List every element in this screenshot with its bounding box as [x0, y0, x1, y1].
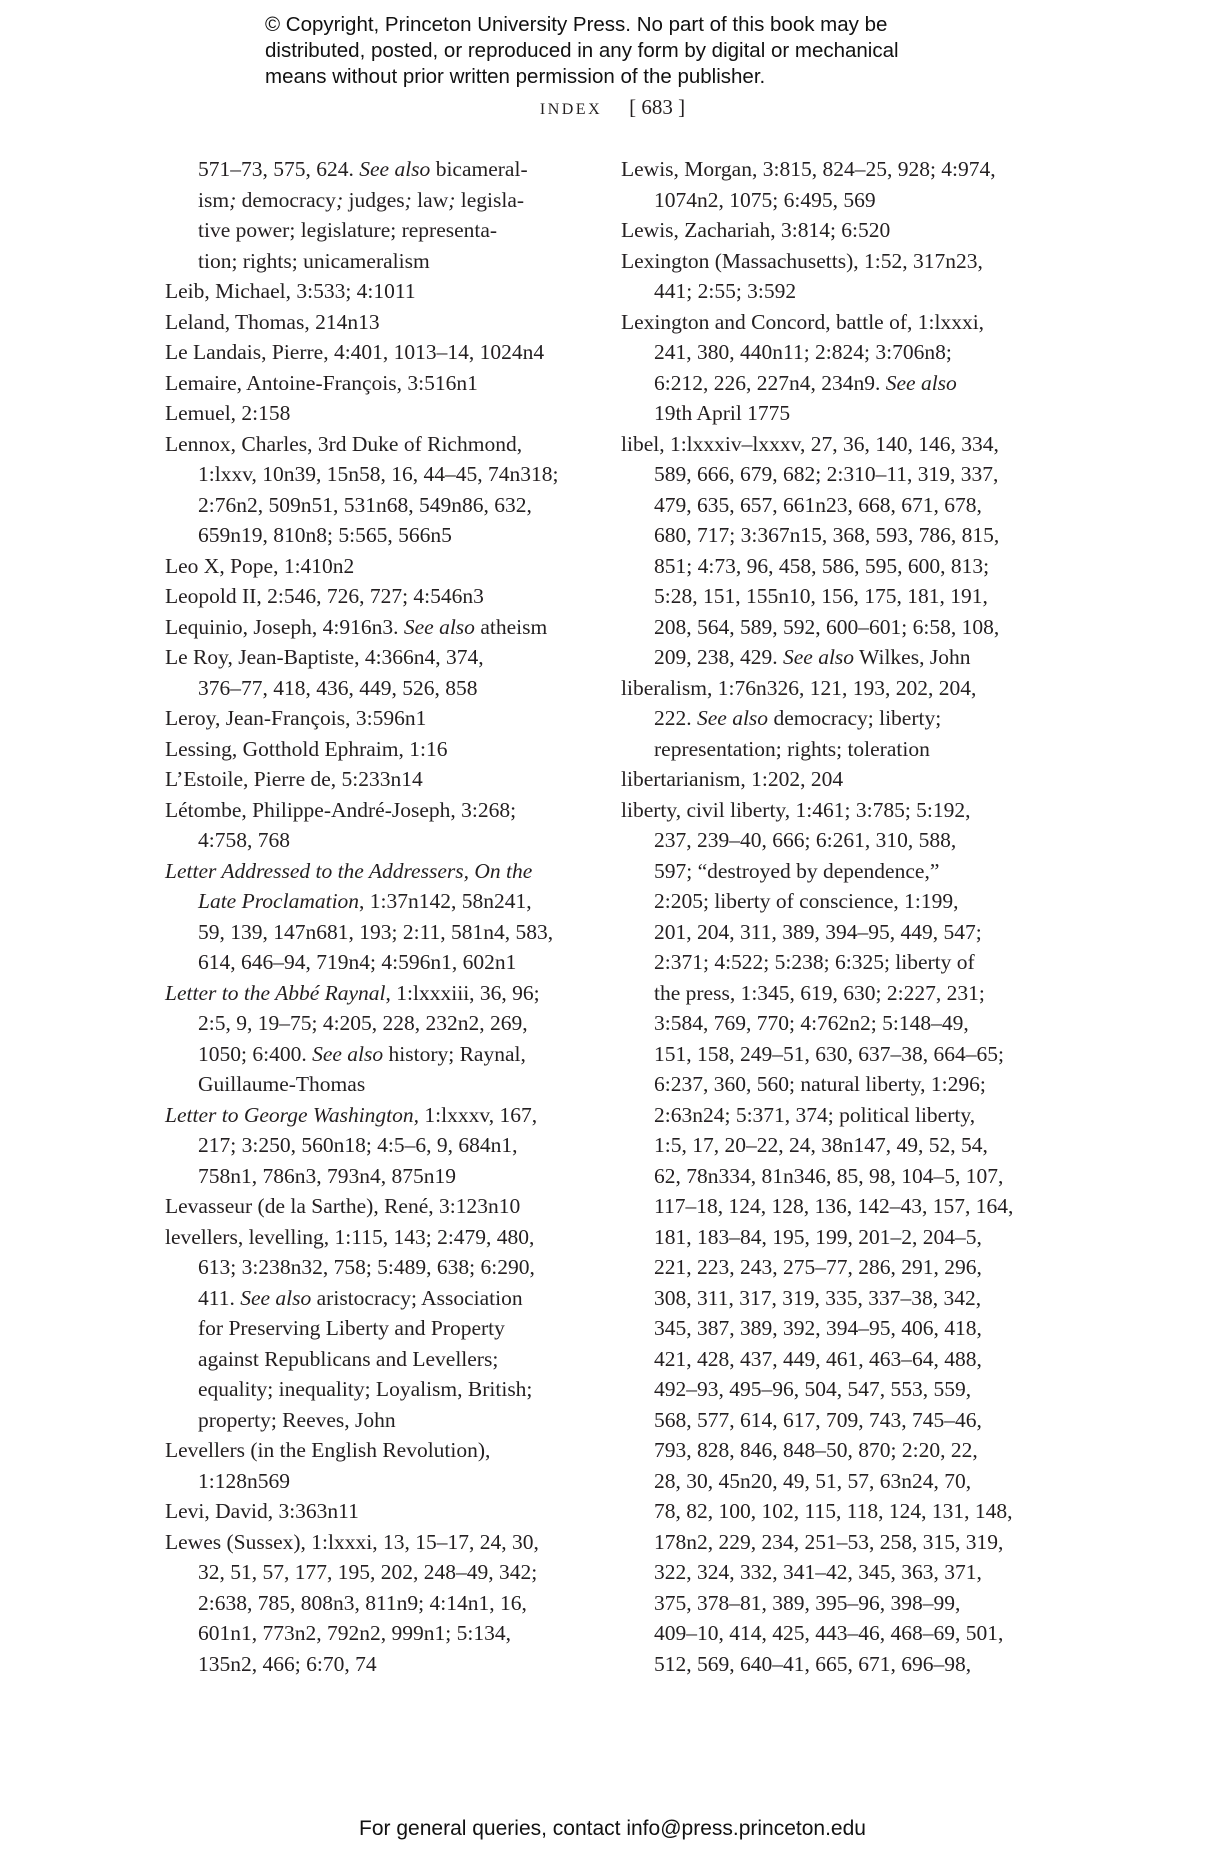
index-entry-line: 6:212, 226, 227n4, 234n9. See also: [654, 370, 957, 395]
index-entry: [165, 1496, 595, 1527]
index-entry-line: libel, 1:lxxxiv–lxxxv, 27, 36, 140, 146, 334,: [621, 431, 999, 456]
index-entry-line: 411. See also aristocracy; Association: [198, 1285, 523, 1310]
index-entry: [165, 795, 595, 856]
index-entry-line: 793, 828, 846, 848–50, 870; 2:20, 22,: [654, 1438, 978, 1462]
index-entry-line: 2:638, 785, 808n3, 811n9; 4:14n1, 16,: [198, 1590, 527, 1615]
index-entry-line: 376–77, 418, 436, 449, 526, 858: [198, 675, 478, 700]
index-entry-line: 208, 564, 589, 592, 600–601; 6:58, 108,: [654, 614, 1000, 639]
index-entry-line: Lexington (Massachusetts), 1:52, 317n23,: [621, 248, 983, 273]
index-entry: [165, 1222, 595, 1436]
index-entry-line: Letter to the Abbé Raynal, 1:lxxxiii, 36, 96;: [165, 980, 540, 1005]
index-entry: [621, 795, 1061, 1680]
index-entry: [165, 642, 595, 703]
index-entry: [165, 978, 595, 1100]
index-entry-line: Lequinio, Joseph, 4:916n3. See also atheism: [165, 614, 548, 639]
copyright-line: means without prior written permission of the publisher.: [265, 65, 766, 88]
index-entry-line: 1:5, 17, 20–22, 24, 38n147, 49, 52, 54,: [654, 1133, 988, 1157]
index-entry-line: Le Roy, Jean-Baptiste, 4:366n4, 374,: [165, 645, 484, 669]
index-entry-line: 135n2, 466; 6:70, 74: [198, 1651, 377, 1676]
index-entry-line: 151, 158, 249–51, 630, 637–38, 664–65;: [654, 1041, 1004, 1066]
index-entry-line: 2:5, 9, 19–75; 4:205, 228, 232n2, 269,: [198, 1011, 528, 1035]
index-entry-line: 78, 82, 100, 102, 115, 118, 124, 131, 148,: [654, 1499, 1013, 1523]
index-entry: [621, 673, 1061, 765]
index-entry-line: Letter Addressed to the Addressers, On the: [165, 858, 533, 883]
index-entry-line: 241, 380, 440n11; 2:824; 3:706n8;: [654, 340, 952, 364]
index-entry-line: 345, 387, 389, 392, 394–95, 406, 418,: [654, 1316, 982, 1340]
index-entry-line: 421, 428, 437, 449, 461, 463–64, 488,: [654, 1346, 982, 1371]
index-entry-line: 209, 238, 429. See also Wilkes, John: [654, 645, 971, 669]
index-entry-line: Guillaume-Thomas: [198, 1072, 366, 1096]
index-entry-line: 222. See also democracy; liberty;: [654, 706, 942, 730]
index-entry-line: 201, 204, 311, 389, 394–95, 449, 547;: [654, 919, 982, 944]
footer-contact: For general queries, contact info@press.princeton.edu: [359, 1817, 866, 1840]
index-entry: [165, 276, 595, 307]
index-entry: [165, 398, 595, 429]
running-head-title: INDEX: [539, 101, 603, 118]
index-entry: [165, 307, 595, 338]
index-entry-line: 680, 717; 3:367n15, 368, 593, 786, 815,: [654, 523, 1000, 547]
index-entry-line: tion; rights; unicameralism: [198, 248, 430, 273]
index-entry: [165, 154, 595, 276]
index-entry-line: 601n1, 773n2, 792n2, 999n1; 5:134,: [198, 1621, 511, 1645]
index-entry: [165, 429, 595, 551]
index-entry: [165, 856, 595, 978]
index-entry-line: 409–10, 414, 425, 443–46, 468–69, 501,: [654, 1621, 1004, 1645]
running-head: [0, 94, 1225, 123]
index-entry-line: 2:76n2, 509n51, 531n68, 549n86, 632,: [198, 492, 532, 517]
index-entry-line: Lennox, Charles, 3rd Duke of Richmond,: [165, 431, 523, 456]
index-entry-line: 589, 666, 679, 682; 2:310–11, 319, 337,: [654, 462, 999, 486]
index-entry-line: 492–93, 495–96, 504, 547, 553, 559,: [654, 1377, 972, 1401]
index-entry-line: Lewis, Zachariah, 3:814; 6:520: [621, 218, 891, 242]
index-entry-line: 614, 646–94, 719n4; 4:596n1, 602n1: [198, 950, 517, 974]
index-entry-line: 479, 635, 657, 661n23, 668, 671, 678,: [654, 492, 982, 517]
index-entry-line: against Republicans and Levellers;: [198, 1346, 499, 1371]
index-entry: [165, 1435, 595, 1496]
index-entry-line: Le Landais, Pierre, 4:401, 1013–14, 1024n4: [165, 340, 545, 364]
index-entry-line: Lemuel, 2:158: [165, 401, 291, 425]
copyright-line: distributed, posted, or reproduced in any form by digital or mechanical: [265, 39, 899, 62]
index-entry-line: 3:584, 769, 770; 4:762n2; 5:148–49,: [654, 1011, 969, 1035]
index-column-right: [621, 154, 1061, 1679]
index-entry: [621, 429, 1061, 673]
index-entry-line: 758n1, 786n3, 793n4, 875n19: [198, 1163, 456, 1188]
index-entry-line: Letter to George Washington, 1:lxxxv, 167,: [165, 1102, 538, 1127]
index-entry-line: Leland, Thomas, 214n13: [165, 309, 380, 334]
index-entry: [165, 764, 595, 795]
index-entry: [165, 734, 595, 765]
index-entry-line: equality; inequality; Loyalism, British;: [198, 1377, 533, 1401]
index-entry-line: 4:758, 768: [198, 828, 290, 852]
index-entry-line: 1074n2, 1075; 6:495, 569: [654, 187, 876, 212]
index-entry: [165, 703, 595, 734]
index-entry-line: tive power; legislature; representa-: [198, 218, 498, 242]
index-entry-line: Lessing, Gotthold Ephraim, 1:16: [165, 736, 448, 761]
index-entry-line: 181, 183–84, 195, 199, 201–2, 204–5,: [654, 1224, 982, 1249]
index-entry-line: 851; 4:73, 96, 458, 586, 595, 600, 813;: [654, 553, 990, 578]
index-entry: [165, 337, 595, 368]
index-entry-line: liberalism, 1:76n326, 121, 193, 202, 204,: [621, 675, 977, 700]
index-entry-line: libertarianism, 1:202, 204: [621, 767, 844, 791]
index-entry-line: 217; 3:250, 560n18; 4:5–6, 9, 684n1,: [198, 1133, 518, 1157]
index-entry-line: liberty, civil liberty, 1:461; 3:785; 5:192,: [621, 797, 971, 822]
page-number: [ 683 ]: [629, 95, 686, 119]
index-entry-line: Levi, David, 3:363n11: [165, 1499, 359, 1523]
index-entry-line: Leopold II, 2:546, 726, 727; 4:546n3: [165, 584, 484, 608]
index-entry-line: representation; rights; toleration: [654, 736, 930, 761]
index-entry-line: ism; democracy; judges; law; legisla-: [198, 187, 525, 212]
index-entry: [621, 215, 1061, 246]
index-entry-line: 568, 577, 614, 617, 709, 743, 745–46,: [654, 1407, 982, 1432]
index-entry-line: 375, 378–81, 389, 395–96, 398–99,: [654, 1590, 961, 1615]
index-entry-line: Leo X, Pope, 1:410n2: [165, 553, 355, 578]
index-entry: [621, 246, 1061, 307]
index-column-left: [165, 154, 595, 1679]
index-entry-line: for Preserving Liberty and Property: [198, 1316, 505, 1340]
index-entry-line: 659n19, 810n8; 5:565, 566n5: [198, 523, 452, 547]
index-entry: [621, 307, 1061, 429]
index-entry-line: 221, 223, 243, 275–77, 286, 291, 296,: [654, 1255, 982, 1279]
index-entry-line: Leib, Michael, 3:533; 4:1011: [165, 279, 416, 303]
index-entry-line: 2:371; 4:522; 5:238; 6:325; liberty of: [654, 950, 975, 974]
index-entry-line: 597; “destroyed by dependence,”: [654, 858, 940, 883]
index-entry-line: 2:63n24; 5:371, 374; political liberty,: [654, 1102, 976, 1127]
index-entry: [165, 581, 595, 612]
index-entry-line: Lewes (Sussex), 1:lxxxi, 13, 15–17, 24, 30,: [165, 1529, 539, 1554]
index-entry: [165, 551, 595, 582]
index-entry: [165, 1100, 595, 1192]
index-entry-line: Lemaire, Antoine-François, 3:516n1: [165, 370, 478, 395]
index-entry-line: 19th April 1775: [654, 401, 791, 425]
index-entry-line: 2:205; liberty of conscience, 1:199,: [654, 889, 959, 913]
index-entry-line: Lexington and Concord, battle of, 1:lxxxi,: [621, 309, 985, 334]
index-entry-line: Levasseur (de la Sarthe), René, 3:123n10: [165, 1194, 521, 1218]
index-entry-line: 62, 78n334, 81n346, 85, 98, 104–5, 107,: [654, 1163, 1004, 1188]
index-entry-line: 6:237, 360, 560; natural liberty, 1:296;: [654, 1072, 986, 1096]
index-entry-line: 28, 30, 45n20, 49, 51, 57, 63n24, 70,: [654, 1468, 972, 1493]
index-entry: [165, 368, 595, 399]
index-entry: [621, 154, 1061, 215]
index-entry-line: 59, 139, 147n681, 193; 2:11, 581n4, 583,: [198, 919, 554, 944]
index-entry-line: Leroy, Jean-François, 3:596n1: [165, 706, 427, 730]
index-entry-line: 512, 569, 640–41, 665, 671, 696–98,: [654, 1651, 972, 1676]
index-entry-line: 308, 311, 317, 319, 335, 337–38, 342,: [654, 1285, 982, 1310]
index-entry: [165, 1527, 595, 1680]
index-entry: [621, 764, 1061, 795]
index-entry-line: property; Reeves, John: [198, 1407, 396, 1432]
index-entry: [165, 612, 595, 643]
index-entry-line: Létombe, Philippe-André-Joseph, 3:268;: [165, 797, 517, 822]
index-entry: [165, 1191, 595, 1222]
index-entry-line: 613; 3:238n32, 758; 5:489, 638; 6:290,: [198, 1255, 535, 1279]
index-entry-line: 237, 239–40, 666; 6:261, 310, 588,: [654, 828, 957, 852]
index-entry-line: Lewis, Morgan, 3:815, 824–25, 928; 4:974,: [621, 157, 996, 181]
index-entry-line: 1050; 6:400. See also history; Raynal,: [198, 1041, 526, 1066]
index-entry-line: 117–18, 124, 128, 136, 142–43, 157, 164,: [654, 1194, 1014, 1218]
copyright-line: © Copyright, Princeton University Press. No part of this book may be: [265, 13, 888, 36]
index-entry-line: 32, 51, 57, 177, 195, 202, 248–49, 342;: [198, 1560, 538, 1584]
index-entry-line: 571–73, 575, 624. See also bicameral-: [198, 157, 528, 181]
index-entry-line: 441; 2:55; 3:592: [654, 279, 797, 303]
copyright-notice: [265, 12, 1025, 90]
index-entry-line: 5:28, 151, 155n10, 156, 175, 181, 191,: [654, 584, 988, 608]
index-entry-line: L’Estoile, Pierre de, 5:233n14: [165, 767, 423, 791]
index-entry-line: Levellers (in the English Revolution),: [165, 1438, 491, 1462]
index-entry-line: the press, 1:345, 619, 630; 2:227, 231;: [654, 980, 985, 1005]
index-entry-line: levellers, levelling, 1:115, 143; 2:479, 480,: [165, 1224, 535, 1249]
index-entry-line: 322, 324, 332, 341–42, 345, 363, 371,: [654, 1560, 982, 1584]
index-entry-line: Late Proclamation, 1:37n142, 58n241,: [198, 889, 532, 913]
index-entry-line: 1:lxxv, 10n39, 15n58, 16, 44–45, 74n318;: [198, 462, 559, 486]
index-entry-line: 1:128n569: [198, 1468, 290, 1493]
index-entry-line: 178n2, 229, 234, 251–53, 258, 315, 319,: [654, 1529, 1004, 1554]
